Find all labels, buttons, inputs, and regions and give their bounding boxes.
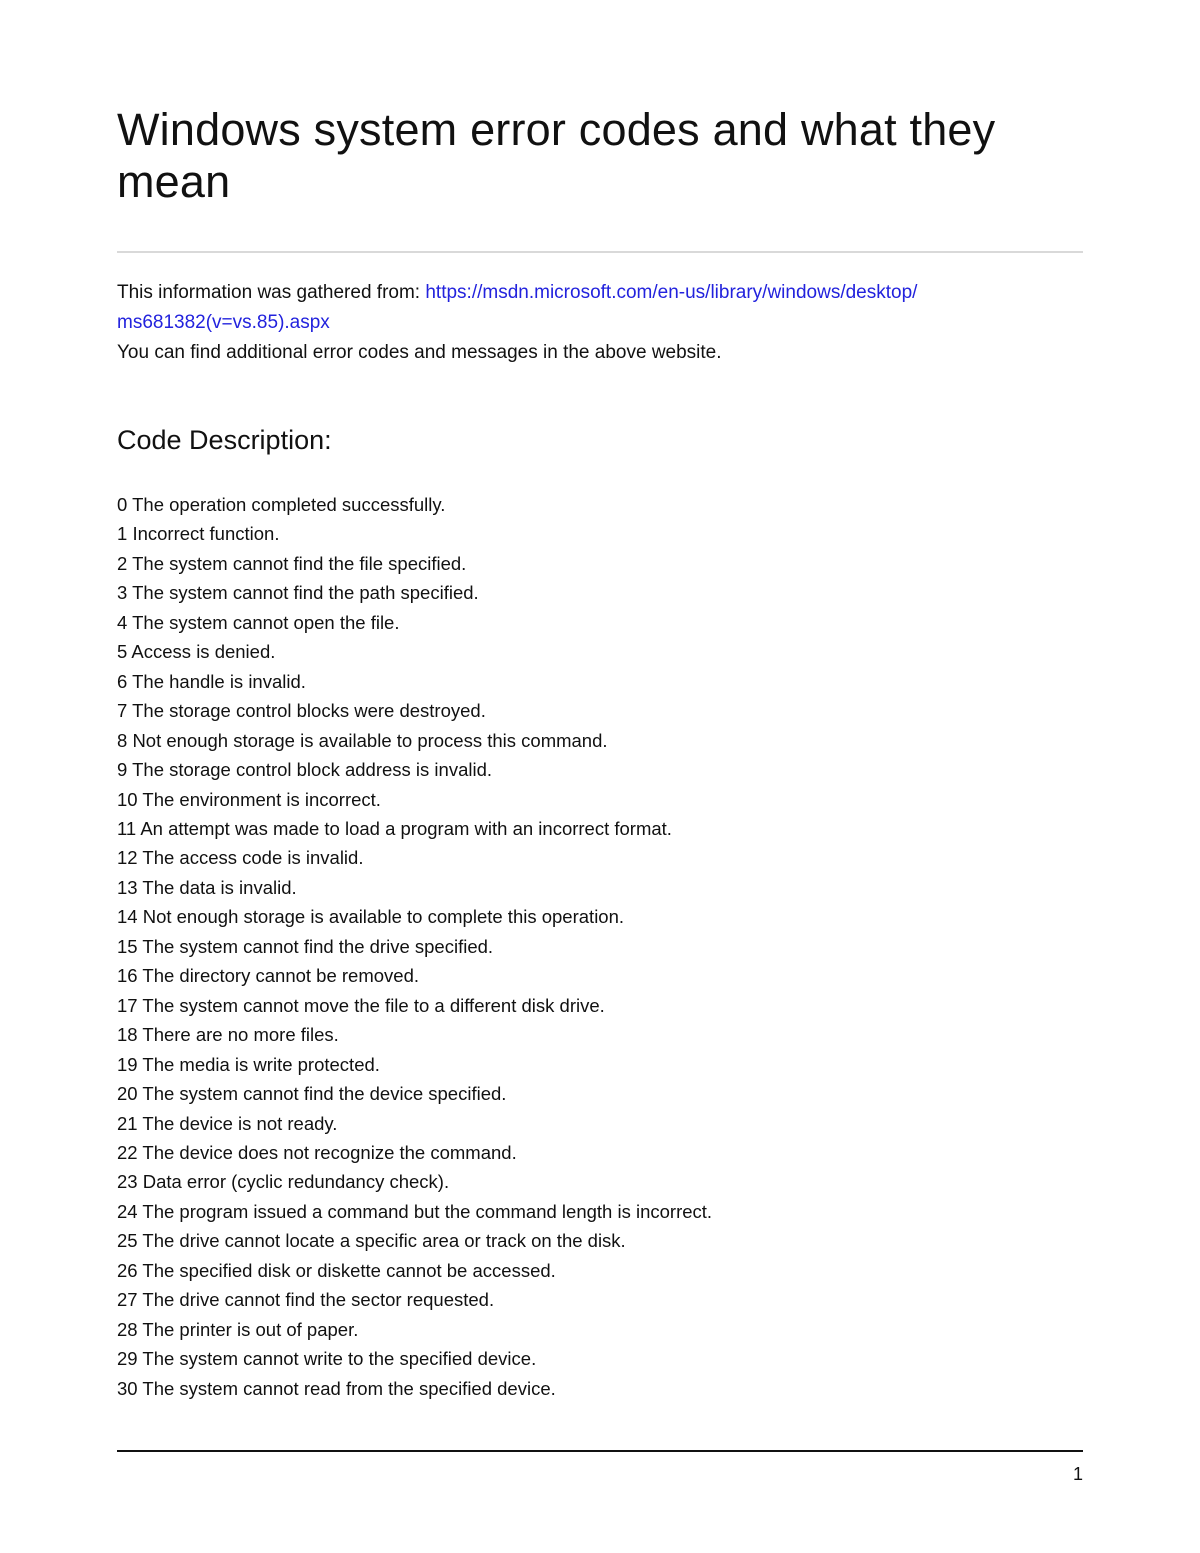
- error-code-description: Not enough storage is available to process this command.: [132, 729, 608, 751]
- error-code-description: The data is invalid.: [142, 876, 297, 898]
- error-code-item: [117, 1079, 712, 1108]
- error-code-number: 30: [117, 1377, 138, 1399]
- error-code-number: 15: [117, 935, 138, 957]
- error-code-item: [117, 608, 712, 637]
- error-code-description: The device is not ready.: [142, 1112, 338, 1134]
- error-code-description: The program issued a command but the command length is incorrect.: [142, 1200, 713, 1222]
- error-code-item: [117, 785, 712, 814]
- error-code-description: Data error (cyclic redundancy check).: [142, 1171, 450, 1193]
- error-code-number: 11: [117, 817, 137, 839]
- error-code-item: [117, 1167, 712, 1196]
- footer-divider: [117, 1450, 1083, 1452]
- error-code-number: 1: [117, 523, 128, 545]
- error-code-item: [117, 991, 712, 1020]
- error-code-item: [117, 873, 712, 902]
- error-code-number: 19: [117, 1053, 138, 1075]
- error-code-item: [117, 1374, 712, 1403]
- error-code-description: The system cannot read from the specified device.: [142, 1377, 556, 1399]
- error-code-item: [117, 1344, 712, 1373]
- error-code-number: 7: [117, 700, 128, 722]
- error-code-item: [117, 1256, 712, 1285]
- error-code-item: [117, 1197, 712, 1226]
- error-code-description: Not enough storage is available to complete this operation.: [142, 906, 625, 928]
- error-code-number: 29: [117, 1348, 138, 1370]
- error-code-description: The system cannot find the device specified.: [142, 1083, 507, 1105]
- additional-note: You can find additional error codes and messages in the above website.: [117, 342, 722, 363]
- error-code-item: [117, 1226, 712, 1255]
- error-code-number: 17: [117, 994, 138, 1016]
- error-code-description: Incorrect function.: [132, 523, 280, 545]
- error-code-number: 13: [117, 876, 138, 898]
- error-code-item: [117, 637, 712, 666]
- error-code-item: [117, 843, 712, 872]
- error-code-description: The system cannot find the file specified.: [132, 552, 467, 574]
- error-code-item: [117, 1285, 712, 1314]
- error-code-description: The handle is invalid.: [132, 670, 306, 692]
- error-code-item: [117, 696, 712, 725]
- error-code-number: 27: [117, 1289, 138, 1311]
- error-code-item: [117, 549, 712, 578]
- error-code-item: [117, 1138, 712, 1167]
- error-code-number: 10: [117, 788, 138, 810]
- section-heading: Code Description:: [117, 425, 332, 455]
- error-code-number: 25: [117, 1230, 138, 1252]
- title-divider: [117, 251, 1083, 253]
- source-link-line-1: https://msdn.microsoft.com/en-us/library/windows/desktop/: [425, 282, 918, 303]
- error-code-item: [117, 726, 712, 755]
- error-code-number: 28: [117, 1318, 138, 1340]
- error-code-description: The system cannot open the file.: [132, 611, 400, 633]
- error-code-number: 12: [117, 847, 138, 869]
- error-code-number: 8: [117, 729, 128, 751]
- error-code-number: 14: [117, 906, 138, 928]
- error-code-item: [117, 1020, 712, 1049]
- error-code-description: The system cannot find the drive specified.: [142, 935, 494, 957]
- error-code-description: The system cannot move the file to a different disk drive.: [142, 994, 605, 1016]
- error-code-item: [117, 1109, 712, 1138]
- error-code-item: [117, 814, 712, 843]
- error-code-number: 20: [117, 1083, 138, 1105]
- error-code-number: 6: [117, 670, 128, 692]
- error-code-item: [117, 961, 712, 990]
- error-code-number: 23: [117, 1171, 138, 1193]
- source-line: [117, 278, 1083, 338]
- error-code-list: [117, 490, 712, 1403]
- source-link-line-2: ms681382(v=vs.85).aspx: [117, 312, 330, 333]
- error-code-description: The specified disk or diskette cannot be accessed.: [142, 1259, 556, 1281]
- error-code-description: Access is denied.: [131, 641, 276, 663]
- error-code-item: [117, 578, 712, 607]
- error-code-description: The operation completed successfully.: [132, 494, 446, 515]
- error-code-description: The drive cannot locate a specific area or track on the disk.: [142, 1230, 626, 1252]
- error-code-description: The storage control block address is invalid.: [132, 759, 493, 781]
- error-code-description: An attempt was made to load a program with an incorrect format.: [140, 817, 672, 839]
- error-code-number: 0: [117, 494, 128, 515]
- error-code-number: 2: [117, 552, 128, 574]
- error-code-description: There are no more files.: [142, 1024, 339, 1046]
- error-code-description: The environment is incorrect.: [142, 788, 381, 810]
- error-code-number: 4: [117, 611, 128, 633]
- error-code-item: [117, 902, 712, 931]
- error-code-item: [117, 1315, 712, 1344]
- error-code-description: The access code is invalid.: [142, 847, 364, 869]
- error-code-number: 24: [117, 1200, 138, 1222]
- error-code-description: The directory cannot be removed.: [142, 965, 420, 987]
- error-code-item: [117, 519, 712, 548]
- error-code-number: 3: [117, 582, 128, 604]
- error-code-description: The printer is out of paper.: [142, 1318, 359, 1340]
- page-title: Windows system error codes and what they mean: [117, 104, 996, 207]
- error-code-item: [117, 755, 712, 784]
- error-code-number: 22: [117, 1141, 138, 1163]
- error-code-description: The system cannot find the path specified.: [132, 582, 479, 604]
- error-code-number: 9: [117, 759, 128, 781]
- error-code-description: The device does not recognize the command.: [142, 1141, 517, 1163]
- error-code-number: 5: [117, 641, 128, 663]
- error-code-number: 16: [117, 965, 138, 987]
- page-number: 1: [1072, 1464, 1083, 1484]
- intro-section: [117, 278, 1083, 368]
- error-code-number: 18: [117, 1024, 138, 1046]
- source-prefix: This information was gathered from:: [117, 282, 426, 303]
- error-code-description: The system cannot write to the specified device.: [142, 1348, 537, 1370]
- error-code-item: [117, 1050, 712, 1079]
- error-code-item: [117, 932, 712, 961]
- error-code-item: [117, 667, 712, 696]
- error-code-item: [117, 490, 712, 519]
- error-code-description: The media is write protected.: [142, 1053, 380, 1075]
- error-code-number: 21: [117, 1112, 138, 1134]
- error-code-description: The storage control blocks were destroyed.: [132, 700, 486, 722]
- error-code-description: The drive cannot find the sector requested.: [142, 1289, 495, 1311]
- error-code-number: 26: [117, 1259, 138, 1281]
